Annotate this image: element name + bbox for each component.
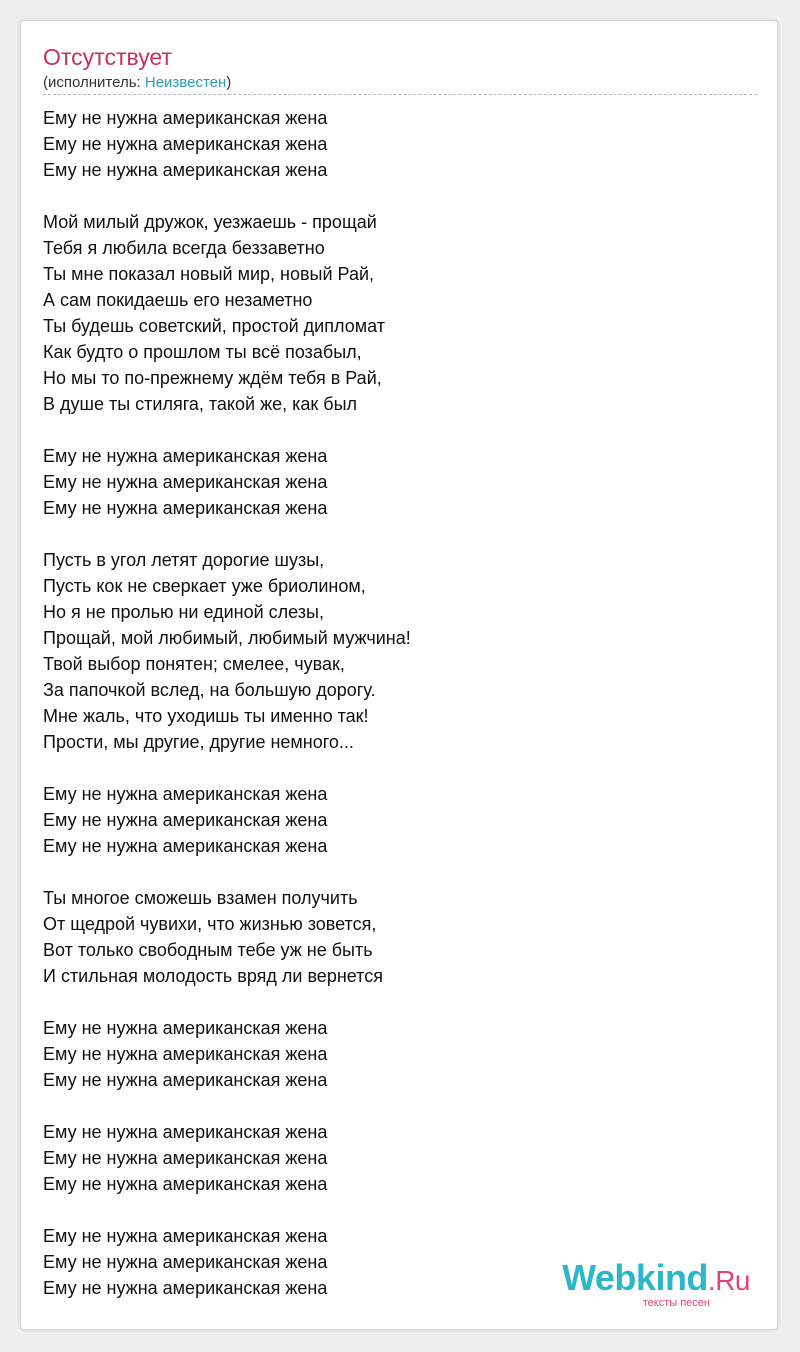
logo-tagline: тексты песен: [642, 1297, 710, 1309]
artist-link[interactable]: Неизвестен: [144, 74, 227, 91]
lyrics-stanza: [43, 209, 743, 417]
lyrics-line: А сам покидаешь его незаметно: [43, 290, 313, 310]
lyrics-line: Ему не нужна американская жена: [43, 472, 328, 492]
lyrics-line: Ему не нужна американская жена: [43, 134, 328, 154]
lyrics-line: Но мы то по-прежнему ждём тебя в Рай,: [43, 368, 382, 388]
lyrics-line: Мой милый дружок, уезжаешь - прощай: [43, 212, 377, 232]
lyrics-stanza: [43, 781, 743, 859]
lyrics-line: Пусть в угол летят дорогие шузы,: [43, 550, 325, 570]
site-logo[interactable]: [562, 1257, 750, 1309]
artist-suffix: ): [226, 74, 232, 91]
lyrics-line: Вот только свободным тебе уж не быть: [43, 940, 373, 960]
lyrics-line: За папочкой вслед, на большую дорогу.: [43, 680, 376, 700]
lyrics-line: Ему не нужна американская жена: [43, 160, 328, 180]
lyrics-line: В душе ты стиляга, такой же, как был: [43, 394, 358, 414]
lyrics-line: И стильная молодость вряд ли вернется: [43, 966, 383, 986]
lyrics-line: Ты будешь советский, простой дипломат: [43, 316, 385, 336]
lyrics-stanza: [43, 885, 743, 989]
lyrics-line: Ты мне показал новый мир, новый Рай,: [43, 264, 375, 284]
lyrics-line: Ему не нужна американская жена: [43, 1018, 328, 1038]
lyrics-card: [20, 20, 778, 1330]
logo-wordmark: [562, 1257, 750, 1299]
lyrics-line: Ему не нужна американская жена: [43, 1122, 328, 1142]
lyrics-stanza: [43, 547, 743, 755]
lyrics-line: Но я не пролью ни единой слезы,: [43, 602, 324, 622]
logo-tld: .Ru: [707, 1265, 750, 1296]
lyrics-line: Ему не нужна американская жена: [43, 1226, 328, 1246]
lyrics-line: Ему не нужна американская жена: [43, 498, 328, 518]
lyrics-body: [43, 105, 743, 1327]
lyrics-line: Прости, мы другие, другие немного...: [43, 732, 354, 752]
lyrics-line: Ему не нужна американская жена: [43, 836, 328, 856]
lyrics-line: Прощай, мой любимый, любимый мужчина!: [43, 628, 411, 648]
lyrics-line: Как будто о прошлом ты всё позабыл,: [43, 342, 362, 362]
artist-line: [43, 74, 231, 92]
song-title: Отсутствует: [43, 44, 172, 70]
lyrics-line: Ему не нужна американская жена: [43, 1252, 328, 1272]
lyrics-stanza: [43, 443, 743, 521]
title-divider: [43, 94, 757, 95]
lyrics-stanza: [43, 1015, 743, 1093]
lyrics-line: Ему не нужна американская жена: [43, 784, 328, 804]
lyrics-stanza: [43, 105, 743, 183]
lyrics-line: От щедрой чувихи, что жизнью зовется,: [43, 914, 377, 934]
lyrics-line: Пусть кок не сверкает уже бриолином,: [43, 576, 366, 596]
logo-name: Webkind: [562, 1257, 708, 1298]
lyrics-line: Ему не нужна американская жена: [43, 1070, 328, 1090]
lyrics-line: Ему не нужна американская жена: [43, 108, 328, 128]
lyrics-line: Твой выбор понятен; смелее, чувак,: [43, 654, 345, 674]
lyrics-line: Ему не нужна американская жена: [43, 1174, 328, 1194]
lyrics-line: Тебя я любила всегда беззаветно: [43, 238, 325, 258]
lyrics-line: Ему не нужна американская жена: [43, 1148, 328, 1168]
lyrics-line: Ему не нужна американская жена: [43, 1044, 328, 1064]
lyrics-line: Ему не нужна американская жена: [43, 1278, 328, 1298]
lyrics-stanza: [43, 1119, 743, 1197]
lyrics-line: Ты многое сможешь взамен получить: [43, 888, 358, 908]
lyrics-line: Ему не нужна американская жена: [43, 810, 328, 830]
lyrics-line: Ему не нужна американская жена: [43, 446, 328, 466]
artist-prefix: (исполнитель:: [43, 74, 145, 91]
lyrics-line: Мне жаль, что уходишь ты именно так!: [43, 706, 369, 726]
